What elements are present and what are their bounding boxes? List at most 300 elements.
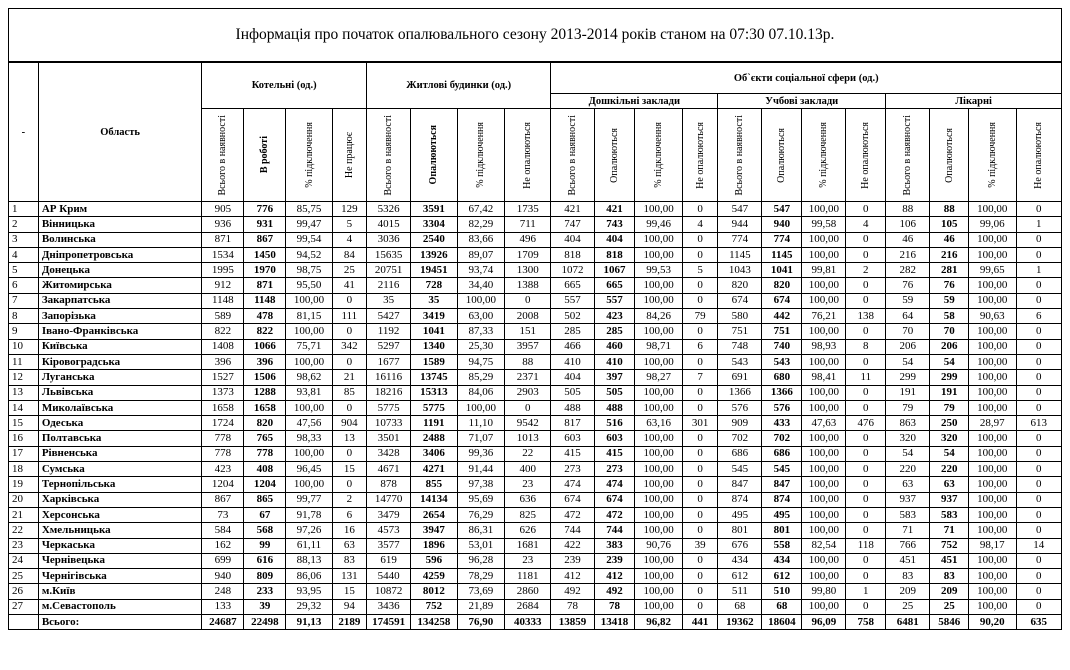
table-cell: 1408 (202, 339, 244, 354)
table-cell: 47,56 (286, 416, 332, 431)
table-cell: 1145 (762, 247, 802, 262)
table-cell: 0 (1016, 569, 1061, 584)
table-cell: 940 (762, 217, 802, 232)
table-body (9, 202, 1062, 630)
table-cell: 0 (682, 584, 717, 599)
table-cell: 1067 (594, 263, 635, 278)
table-cell: 4259 (411, 569, 457, 584)
table-cell: 100,00 (802, 385, 846, 400)
table-cell: 299 (886, 370, 930, 385)
header-col: Всього в наявності (718, 109, 762, 202)
table-cell: 460 (594, 339, 635, 354)
table-cell: 451 (886, 553, 930, 568)
table-cell: 3947 (411, 523, 457, 538)
table-cell: 801 (762, 523, 802, 538)
table-cell: 5297 (366, 339, 410, 354)
table-cell: 2189 (332, 615, 366, 630)
table-cell: 871 (244, 278, 286, 293)
table-cell: 15635 (366, 247, 410, 262)
table-cell: 748 (718, 339, 762, 354)
region-cell: м.Київ (38, 584, 202, 599)
table-cell: 584 (202, 523, 244, 538)
table-cell: 100,00 (802, 462, 846, 477)
table-cell: 904 (332, 416, 366, 431)
table-cell: 100,00 (969, 446, 1017, 461)
table-cell: 1148 (202, 293, 244, 308)
table-cell: 88 (930, 202, 969, 217)
table-cell: 583 (930, 507, 969, 522)
table-cell: 0 (682, 431, 717, 446)
table-cell: 0 (846, 446, 886, 461)
table-cell: 93,74 (457, 263, 505, 278)
table-cell: 98,33 (286, 431, 332, 446)
table-cell: 100,00 (802, 400, 846, 415)
table-cell: 35 (411, 293, 457, 308)
table-cell: 25 (886, 599, 930, 614)
table-cell: 674 (551, 492, 594, 507)
table-cell: 0 (846, 507, 886, 522)
table-cell: 95,50 (286, 278, 332, 293)
table-cell: 96,45 (286, 462, 332, 477)
table-cell: 3 (9, 232, 39, 247)
table-cell: 801 (718, 523, 762, 538)
table-cell: 0 (332, 354, 366, 369)
table-cell: 557 (551, 293, 594, 308)
table-cell: 743 (594, 217, 635, 232)
table-cell: 100,00 (969, 232, 1017, 247)
table-cell: 383 (594, 538, 635, 553)
table-cell: 100,00 (969, 278, 1017, 293)
table-cell: 3591 (411, 202, 457, 217)
table-cell: 2540 (411, 232, 457, 247)
table-cell: 22498 (244, 615, 286, 630)
table-cell: 0 (682, 400, 717, 415)
table-cell: 22 (9, 523, 39, 538)
table-cell: 59 (886, 293, 930, 308)
table-row (9, 232, 1062, 247)
table-cell: 100,00 (969, 569, 1017, 584)
table-cell: 100,00 (635, 431, 683, 446)
table-cell: 100,00 (802, 202, 846, 217)
table-row (9, 416, 1062, 431)
table-cell: 99,65 (969, 263, 1017, 278)
table-cell: 19362 (718, 615, 762, 630)
region-cell: Луганська (38, 370, 202, 385)
table-cell: 3501 (366, 431, 410, 446)
table-cell: 0 (846, 569, 886, 584)
table-cell: 100,00 (969, 293, 1017, 308)
table-cell: 396 (244, 354, 286, 369)
table-cell: 21 (9, 507, 39, 522)
table-cell (9, 615, 39, 630)
table-cell: 10 (9, 339, 39, 354)
header-col: Опалюються (411, 109, 457, 202)
table-cell: 2488 (411, 431, 457, 446)
table-cell: 94,52 (286, 247, 332, 262)
table-cell: 0 (1016, 232, 1061, 247)
table-cell: 865 (244, 492, 286, 507)
table-cell: 100,00 (969, 385, 1017, 400)
table-cell: 603 (594, 431, 635, 446)
table-cell: 878 (366, 477, 410, 492)
table-cell: 433 (762, 416, 802, 431)
table-cell: 14 (1016, 538, 1061, 553)
table-cell: 100,00 (802, 278, 846, 293)
table-cell: 100,00 (969, 339, 1017, 354)
table-cell: 6 (9, 278, 39, 293)
table-cell: 511 (718, 584, 762, 599)
table-cell: 91,44 (457, 462, 505, 477)
table-cell: 23 (505, 553, 551, 568)
table-cell: 93,81 (286, 385, 332, 400)
table-cell: 54 (930, 446, 969, 461)
header-col: Опалюються (762, 109, 802, 202)
table-cell: 397 (594, 370, 635, 385)
table-cell: 100,00 (969, 247, 1017, 262)
table-cell: 13926 (411, 247, 457, 262)
table-cell: 100,00 (802, 553, 846, 568)
table-cell: 68 (718, 599, 762, 614)
table-cell: 100,00 (802, 446, 846, 461)
table-cell: 6 (1016, 309, 1061, 324)
table-cell: 41 (332, 278, 366, 293)
table-cell: 1366 (718, 385, 762, 400)
table-cell: 86,06 (286, 569, 332, 584)
table-cell: 778 (202, 431, 244, 446)
table-cell: 100,00 (286, 293, 332, 308)
table-cell: 0 (1016, 599, 1061, 614)
table-cell: 422 (551, 538, 594, 553)
table-cell: 495 (762, 507, 802, 522)
table-cell: 1145 (718, 247, 762, 262)
region-cell: Чернігівська (38, 569, 202, 584)
table-cell: 476 (846, 416, 886, 431)
region-cell: Закарпатська (38, 293, 202, 308)
table-cell: 91,78 (286, 507, 332, 522)
table-cell: 818 (551, 247, 594, 262)
table-row (9, 339, 1062, 354)
table-cell: 82,29 (457, 217, 505, 232)
table-cell: 98,71 (635, 339, 683, 354)
table-cell: 106 (886, 217, 930, 232)
table-cell: 11,10 (457, 416, 505, 431)
table-cell: 151 (505, 324, 551, 339)
header-col: % підключення (802, 109, 846, 202)
table-cell: 1681 (505, 538, 551, 553)
table-cell: 13 (332, 431, 366, 446)
table-cell: 216 (930, 247, 969, 262)
table-cell: 4 (846, 217, 886, 232)
table-cell: 0 (1016, 293, 1061, 308)
table-cell: 558 (762, 538, 802, 553)
table-cell: 71 (886, 523, 930, 538)
table-cell: 100,00 (802, 507, 846, 522)
table-cell: 79 (886, 400, 930, 415)
table-row (9, 507, 1062, 522)
table-cell: 191 (930, 385, 969, 400)
table-cell: 63 (886, 477, 930, 492)
table-cell: 100,00 (802, 431, 846, 446)
table-cell: 665 (551, 278, 594, 293)
table-cell: 0 (846, 599, 886, 614)
table-cell: 15313 (411, 385, 457, 400)
table-cell: 282 (886, 263, 930, 278)
table-cell: 100,00 (969, 202, 1017, 217)
table-cell: 0 (1016, 339, 1061, 354)
table-row (9, 370, 1062, 385)
region-cell: Миколаївська (38, 400, 202, 415)
table-cell: 8 (9, 309, 39, 324)
table-row (9, 523, 1062, 538)
table-cell: 19 (9, 477, 39, 492)
table-cell: 100,00 (969, 492, 1017, 507)
table-cell: 24687 (202, 615, 244, 630)
table-cell: 61,11 (286, 538, 332, 553)
table-cell: 5775 (366, 400, 410, 415)
table-cell: 0 (682, 278, 717, 293)
table-cell: 4015 (366, 217, 410, 232)
table-cell: 93,95 (286, 584, 332, 599)
region-cell: Дніпропетровська (38, 247, 202, 262)
header-col: % підключення (969, 109, 1017, 202)
table-cell: 2684 (505, 599, 551, 614)
table-cell: 5 (9, 263, 39, 278)
table-cell: 100,00 (635, 400, 683, 415)
table-cell: 100,00 (286, 446, 332, 461)
table-cell: 1148 (244, 293, 286, 308)
table-cell: 100,00 (969, 584, 1017, 599)
table-cell: 410 (551, 354, 594, 369)
table-row (9, 309, 1062, 324)
table-cell: 510 (762, 584, 802, 599)
table-cell: 0 (332, 446, 366, 461)
table-cell: 674 (594, 492, 635, 507)
table-cell: 100,00 (802, 492, 846, 507)
table-cell: 138 (846, 309, 886, 324)
table-cell: 421 (594, 202, 635, 217)
table-cell: 99,58 (802, 217, 846, 232)
table-cell: 15 (9, 416, 39, 431)
table-cell: 1506 (244, 370, 286, 385)
table-cell: 0 (682, 385, 717, 400)
table-cell: 0 (682, 523, 717, 538)
table-cell: 0 (1016, 431, 1061, 446)
region-cell: Донецька (38, 263, 202, 278)
table-cell: 3577 (366, 538, 410, 553)
table-cell: 1450 (244, 247, 286, 262)
table-cell: 1041 (762, 263, 802, 278)
table-cell: 105 (930, 217, 969, 232)
region-cell: АР Крим (38, 202, 202, 217)
table-cell: 702 (718, 431, 762, 446)
table-cell: 133 (202, 599, 244, 614)
table-cell: 76,90 (457, 615, 505, 630)
table-cell: 14134 (411, 492, 457, 507)
table-cell: 686 (718, 446, 762, 461)
table-cell: 9542 (505, 416, 551, 431)
table-cell: 543 (762, 354, 802, 369)
table-cell: 46 (886, 232, 930, 247)
table-cell: 96,09 (802, 615, 846, 630)
table-cell: 728 (411, 278, 457, 293)
table-cell: 0 (1016, 385, 1061, 400)
table-cell: 239 (594, 553, 635, 568)
region-cell: Львівська (38, 385, 202, 400)
table-cell: 4671 (366, 462, 410, 477)
table-cell: 84 (332, 247, 366, 262)
table-cell: 19451 (411, 263, 457, 278)
table-cell: 54 (886, 354, 930, 369)
table-cell: 502 (551, 309, 594, 324)
table-row (9, 324, 1062, 339)
table-cell: 100,00 (286, 400, 332, 415)
table-cell: 3036 (366, 232, 410, 247)
region-cell: Херсонська (38, 507, 202, 522)
table-cell: 13 (9, 385, 39, 400)
table-cell: 281 (930, 263, 969, 278)
header-num: - (9, 63, 39, 202)
table-cell: 817 (551, 416, 594, 431)
table-cell: 751 (762, 324, 802, 339)
table-cell: 1192 (366, 324, 410, 339)
table-cell: 404 (551, 232, 594, 247)
table-cell: 0 (846, 247, 886, 262)
header-col: Всього в наявності (202, 109, 244, 202)
table-cell: 14770 (366, 492, 410, 507)
table-cell: 73,69 (457, 584, 505, 599)
table-cell: 58 (930, 309, 969, 324)
table-cell: 22 (505, 446, 551, 461)
table-cell: 774 (762, 232, 802, 247)
table-cell: 85,29 (457, 370, 505, 385)
table-cell: 751 (718, 324, 762, 339)
table-cell: 0 (1016, 370, 1061, 385)
table-cell: 0 (682, 202, 717, 217)
table-cell: 0 (682, 324, 717, 339)
header-col: Не опалюються (846, 109, 886, 202)
table-cell: 99,81 (802, 263, 846, 278)
table-cell: 9 (9, 324, 39, 339)
table-cell: 83 (886, 569, 930, 584)
table-cell: 99,47 (286, 217, 332, 232)
table-cell: 8012 (411, 584, 457, 599)
table-cell: 89,07 (457, 247, 505, 262)
table-cell: 6481 (886, 615, 930, 630)
table-cell: 1366 (762, 385, 802, 400)
table-cell: 0 (846, 553, 886, 568)
table-cell: 7 (682, 370, 717, 385)
table-cell: 248 (202, 584, 244, 599)
table-cell: 118 (846, 538, 886, 553)
table-cell: 1677 (366, 354, 410, 369)
table-cell: 404 (551, 370, 594, 385)
table-cell: 96,28 (457, 553, 505, 568)
table-cell: 220 (886, 462, 930, 477)
table-cell: 472 (551, 507, 594, 522)
table-cell: 162 (202, 538, 244, 553)
table-cell: 129 (332, 202, 366, 217)
table-cell: 488 (551, 400, 594, 415)
table-cell: 21 (332, 370, 366, 385)
table-cell: 99,54 (286, 232, 332, 247)
table-cell: 13745 (411, 370, 457, 385)
table-cell: 25 (930, 599, 969, 614)
table-cell: 100,00 (969, 354, 1017, 369)
table-cell: 412 (594, 569, 635, 584)
table-cell: 100,00 (969, 507, 1017, 522)
table-cell: 320 (930, 431, 969, 446)
table-cell: 100,00 (635, 324, 683, 339)
table-cell: 415 (594, 446, 635, 461)
table-cell: 744 (594, 523, 635, 538)
table-cell: 809 (244, 569, 286, 584)
table-cell: 0 (682, 247, 717, 262)
table-cell: 619 (366, 553, 410, 568)
table-cell: 63 (930, 477, 969, 492)
header-col: Опалюються (930, 109, 969, 202)
table-cell: 100,00 (635, 278, 683, 293)
table-cell: 64 (886, 309, 930, 324)
table-cell: 73 (202, 507, 244, 522)
table-cell: 765 (244, 431, 286, 446)
table-cell: 18604 (762, 615, 802, 630)
table-row (9, 400, 1062, 415)
table-cell: 206 (886, 339, 930, 354)
table-cell: 6 (682, 339, 717, 354)
table-cell: 674 (762, 293, 802, 308)
table-cell: 0 (682, 477, 717, 492)
table-cell: 626 (505, 523, 551, 538)
table-cell: 0 (846, 324, 886, 339)
table-cell: 472 (594, 507, 635, 522)
table-cell: 27 (9, 599, 39, 614)
table-cell: 936 (202, 217, 244, 232)
table-cell: 4 (332, 232, 366, 247)
table-cell: 100,00 (969, 431, 1017, 446)
table-cell: 674 (718, 293, 762, 308)
table-cell: 99,77 (286, 492, 332, 507)
table-cell: 568 (244, 523, 286, 538)
table-cell: 820 (762, 278, 802, 293)
region-cell: Хмельницька (38, 523, 202, 538)
table-cell: 3957 (505, 339, 551, 354)
table-cell: 100,00 (969, 462, 1017, 477)
table-cell: 39 (682, 538, 717, 553)
table-cell: 0 (505, 400, 551, 415)
region-cell: Рівненська (38, 446, 202, 461)
table-cell: 1066 (244, 339, 286, 354)
table-cell: 216 (886, 247, 930, 262)
table-cell: 0 (1016, 553, 1061, 568)
table-cell: 702 (762, 431, 802, 446)
table-cell: 21,89 (457, 599, 505, 614)
table-cell: 686 (762, 446, 802, 461)
table-cell: 1072 (551, 263, 594, 278)
table-cell: 7 (9, 293, 39, 308)
table-cell: 0 (846, 354, 886, 369)
header-hospitals: Лікарні (886, 94, 1062, 109)
table-cell: 612 (762, 569, 802, 584)
table-cell: 516 (594, 416, 635, 431)
header-col: % підключення (635, 109, 683, 202)
table-cell: 5 (682, 263, 717, 278)
table-cell: 100,00 (286, 324, 332, 339)
table-cell: 11 (9, 354, 39, 369)
table-cell: 250 (930, 416, 969, 431)
table-cell: 825 (505, 507, 551, 522)
table-row (9, 263, 1062, 278)
table-cell: 874 (762, 492, 802, 507)
